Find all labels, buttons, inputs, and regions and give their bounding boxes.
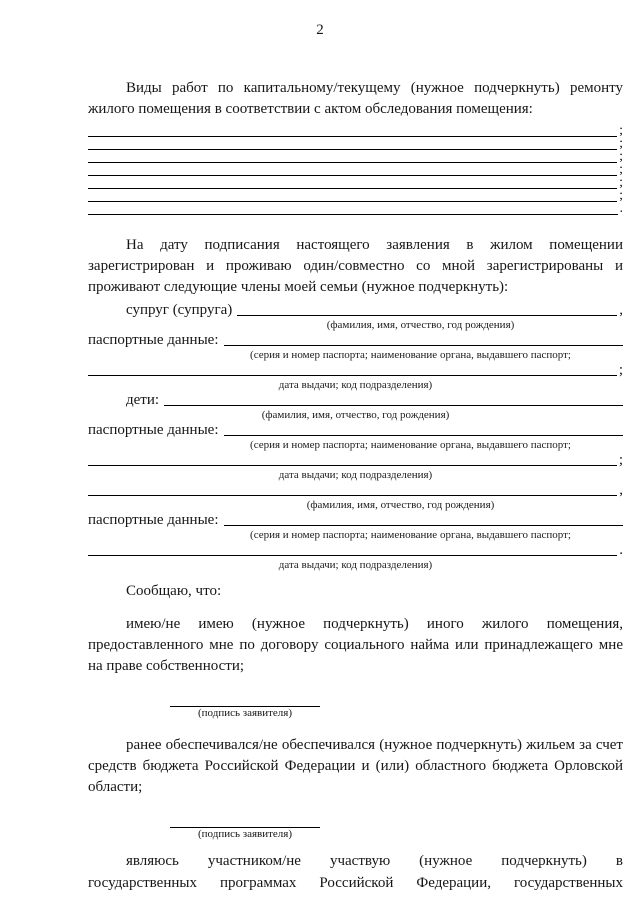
fill-line <box>88 136 617 137</box>
member-name-line <box>88 495 617 496</box>
passport-line-2 <box>88 555 617 556</box>
passport-caption-2: дата выдачи; код подразделения) <box>278 379 433 391</box>
passport-row <box>88 331 623 349</box>
blank-line <box>88 189 623 202</box>
paragraph-own-housing: имею/не имею (нужное подчеркнуть) иного жилого помещения, предоставленного мне по договору социального найма или принадлежащего мне на праве собственности; <box>88 616 623 674</box>
fill-line <box>88 162 617 163</box>
paragraph-programs-line-2: государственных программах Российской Федерации, государственных <box>88 875 623 891</box>
passport-line <box>224 345 624 346</box>
soobshayu-line: Сообщаю, что: <box>126 583 222 599</box>
passport-row-2 <box>88 451 623 469</box>
passport-caption-1: (серия и номер паспорта; наименование органа, выдавшего паспорт; <box>250 349 571 361</box>
fill-line <box>88 175 617 176</box>
blank-line <box>88 163 623 176</box>
fill-line <box>88 149 617 150</box>
children-row <box>88 391 623 409</box>
passport-caption-1: (серия и номер паспорта; наименование органа, выдавшего паспорт; <box>250 439 571 451</box>
blank-line <box>88 176 623 189</box>
passport-caption-1: (серия и номер паспорта; наименование органа, выдавшего паспорт; <box>250 529 571 541</box>
member-name-row <box>88 481 623 499</box>
blank-lines-section <box>88 124 623 215</box>
blank-line <box>88 150 623 163</box>
children-name-line <box>164 405 623 406</box>
line-end: , <box>619 482 623 498</box>
blank-line <box>88 137 623 150</box>
passport-label: паспортные данные: <box>88 422 219 438</box>
signature-line <box>170 814 320 828</box>
spouse-label: супруг (супруга) <box>126 302 233 318</box>
passport-line-2 <box>88 375 617 376</box>
family-members-section <box>88 301 623 571</box>
line-end: ; <box>619 175 623 190</box>
children-label: дети: <box>126 392 160 408</box>
passport-line <box>224 525 624 526</box>
fio-caption: (фамилия, имя, отчество, год рождения) <box>306 499 495 511</box>
fio-caption: (фамилия, имя, отчество, год рождения) <box>261 409 450 421</box>
spouse-name-line <box>237 315 617 316</box>
line-end: , <box>619 302 623 318</box>
line-end: . <box>619 542 623 558</box>
signature-caption: (подпись заявителя) <box>197 828 293 840</box>
line-end: ; <box>618 452 623 468</box>
blank-line <box>88 202 623 215</box>
line-end: ; <box>619 123 623 138</box>
passport-label: паспортные данные: <box>88 512 219 528</box>
fill-line <box>88 201 617 202</box>
paragraph-previous-housing: ранее обеспечивался/не обеспечивался (нужное подчеркнуть) жильем за счет средств бюджета Российской Федерации и (или) областного бюджета Орловской области; <box>88 737 623 795</box>
line-end: ; <box>619 136 623 151</box>
fill-line <box>88 214 618 215</box>
passport-line-2 <box>88 465 617 466</box>
page-number: 2 <box>316 22 324 38</box>
signature-line <box>170 693 320 707</box>
passport-caption-2: дата выдачи; код подразделения) <box>278 469 433 481</box>
passport-line <box>224 435 624 436</box>
blank-line <box>88 124 623 137</box>
passport-row <box>88 421 623 439</box>
line-end: ; <box>619 188 623 203</box>
page-content <box>0 78 640 894</box>
paragraph-family-members: На дату подписания настоящего заявления в жилом помещении зарегистрирован и проживаю один/совместно со мной зарегистрированы и проживают следующие члены моей семьи (нужное подчеркнуть): <box>88 237 623 295</box>
paragraph-work-types: Виды работ по капитальному/текущему (нужное подчеркнуть) ремонту жилого помещения в соответствии с актом обследования помещения: <box>88 80 623 117</box>
spouse-row <box>88 301 623 319</box>
fill-line <box>88 188 617 189</box>
passport-caption-2: дата выдачи; код подразделения) <box>278 559 433 571</box>
passport-label: паспортные данные: <box>88 332 219 348</box>
passport-row-2 <box>88 361 623 379</box>
passport-row-2 <box>88 541 623 559</box>
paragraph-programs-line-1: являюсь участником/не участвую (нужное подчеркнуть) в <box>126 853 623 869</box>
passport-row <box>88 511 623 529</box>
line-end: . <box>619 201 623 216</box>
signature-caption: (подпись заявителя) <box>197 707 293 719</box>
line-end: ; <box>619 149 623 164</box>
fio-caption: (фамилия, имя, отчество, год рождения) <box>326 319 515 331</box>
line-end: ; <box>619 162 623 177</box>
line-end: ; <box>618 362 623 378</box>
